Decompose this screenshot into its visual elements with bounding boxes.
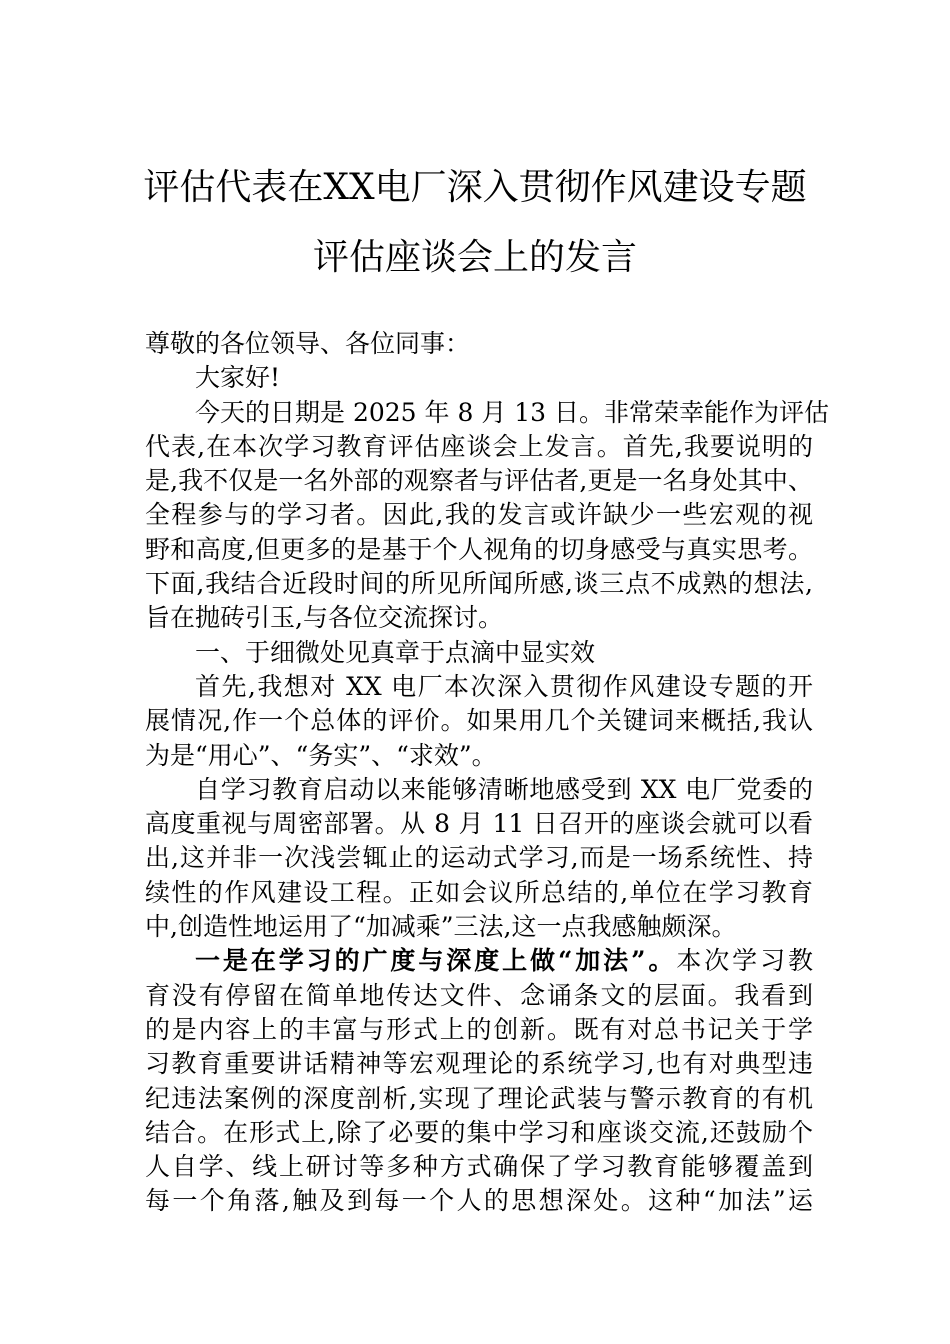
paragraph-line: 习教育重要讲话精神等宏观理论的系统学习,也有对典型违 (145, 1049, 813, 1079)
salutation: 尊敬的各位领导、各位同事： (145, 329, 471, 358)
paragraph-line: 代表,在本次学习教育评估座谈会上发言。首先,我要说明的 (145, 431, 813, 461)
section-heading: 一、于细微处见真章于点滴中显实效 (195, 637, 596, 667)
paragraph-line-with-bold-lead (145, 944, 813, 978)
paragraph-line: 结合。在形式上,除了必要的集中学习和座谈交流,还鼓励个 (145, 1117, 813, 1147)
paragraph-line: 育没有停留在简单地传达文件、念诵条文的层面。我看到 (145, 980, 813, 1010)
paragraph-line: 为是“用心”、“务实”、“求效”。 (145, 740, 497, 770)
paragraph-line: 的是内容上的丰富与形式上的创新。既有对总书记关于学 (145, 1014, 813, 1044)
paragraph-line: 旨在抛砖引玉,与各位交流探讨。 (145, 603, 503, 633)
paragraph-line: 全程参与的学习者。因此,我的发言或许缺少一些宏观的视 (145, 500, 813, 530)
paragraph-text: 本次学习教 (676, 946, 813, 976)
paragraph-line: 是,我不仅是一名外部的观察者与评估者,更是一名身处其中、 (145, 466, 813, 496)
paragraph-line: 每一个角落,触及到每一个人的思想深处。这种“加法”运 (145, 1186, 813, 1216)
paragraph-line: 展情况,作一个总体的评价。如果用几个关键词来概括,我认 (145, 706, 813, 736)
paragraph-line: 自学习教育启动以来能够清晰地感受到 XX 电厂党委的 (195, 774, 813, 804)
paragraph-line: 野和高度,但更多的是基于个人视角的切身感受与真实思考。 (145, 534, 813, 564)
paragraph-line: 高度重视与周密部署。从 8 月 11 日召开的座谈会就可以看 (145, 809, 813, 839)
paragraph-line: 今天的日期是 2025 年 8 月 13 日。非常荣幸能作为评估 (195, 397, 830, 427)
document-title-line-1: 评估代表在XX电厂深入贯彻作风建设专题 (143, 167, 807, 208)
paragraph-line: 下面,我结合近段时间的所见所闻所感,谈三点不成熟的想法, (145, 569, 813, 599)
paragraph-line: 纪违法案例的深度剖析,实现了理论武装与警示教育的有机 (145, 1083, 813, 1113)
paragraph-line: 续性的作风建设工程。正如会议所总结的,单位在学习教育 (145, 877, 813, 907)
document-title-line-2: 评估座谈会上的发言 (312, 237, 637, 278)
bold-lead-text: 一是在学习的广度与深度上做“加法”。 (195, 946, 677, 976)
paragraph-line: 人自学、线上研讨等多种方式确保了学习教育能够覆盖到 (145, 1152, 813, 1182)
paragraph-line: 出,这并非一次浅尝辄止的运动式学习,而是一场系统性、持 (145, 843, 813, 873)
paragraph-line: 首先,我想对 XX 电厂本次深入贯彻作风建设专题的开 (195, 671, 813, 701)
greeting: 大家好! (195, 363, 281, 393)
document-body (145, 327, 830, 1219)
paragraph-line: 中,创造性地运用了“加减乘”三法,这一点我感触颇深。 (145, 912, 737, 942)
